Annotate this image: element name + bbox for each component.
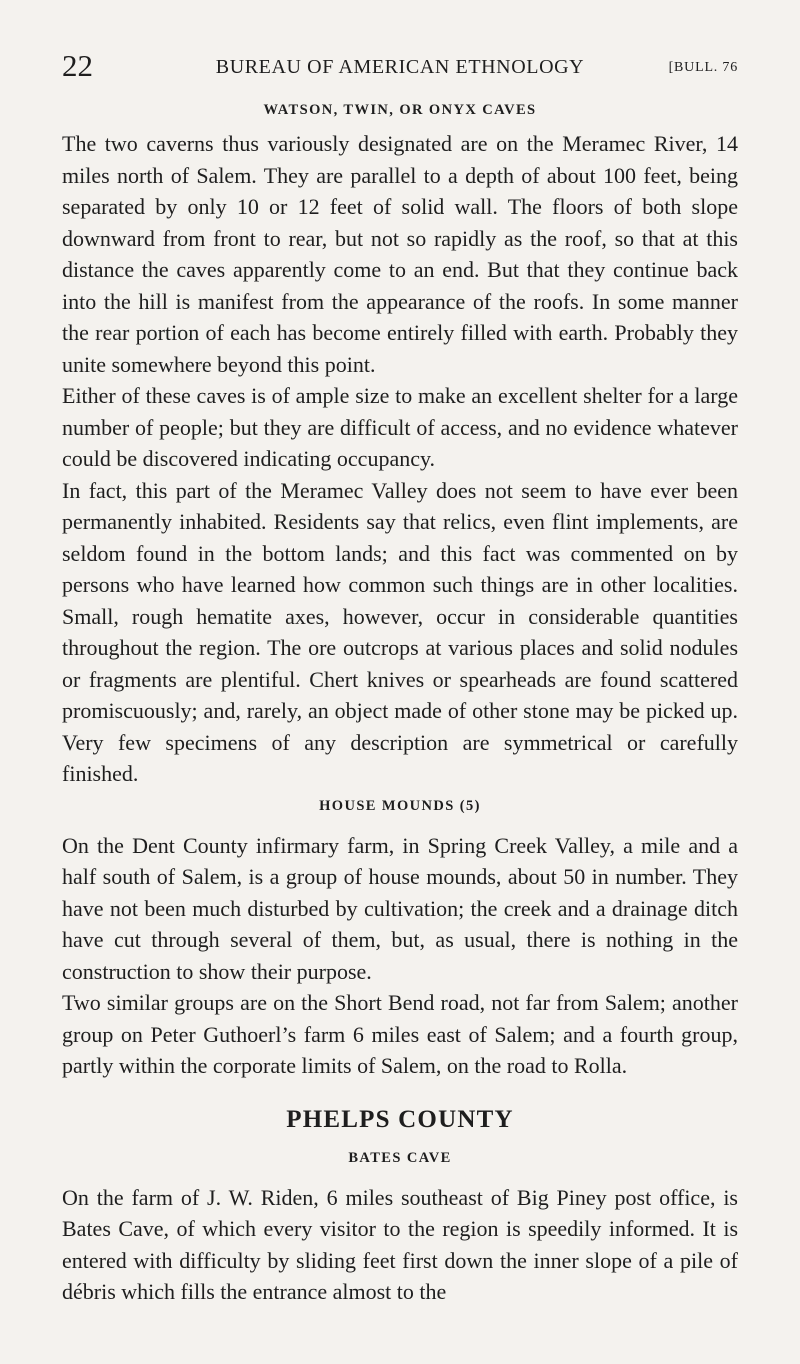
page-body bbox=[62, 98, 738, 1308]
bulletin-number: [BULL. 76 bbox=[668, 60, 738, 75]
section-heading-bates-cave: BATES CAVE bbox=[348, 1149, 452, 1166]
section-heading-caves: WATSON, TWIN, OR ONYX CAVES bbox=[263, 102, 537, 118]
section-heading-house-mounds: HOUSE MOUNDS (5) bbox=[319, 797, 481, 814]
paragraph: In fact, this part of the Meramec Valley does not seem to have ever been permanently inhabited. Residents say that relics, even flint implements, are seldom found in the bottom lands; and this fact was commented on by persons who have learned how common such things are in other localities. Small, rough hematite axes, however, occur in considerable quantities throughout the region. The ore outcrops at various places and solid nodules or fragments are plentiful. Chert knives or spearheads are found scattered promiscuously; and, rarely, an object made of other stone may be picked up. Very few specimens of any description are symmetrical or carefully finished. bbox=[62, 477, 738, 786]
paragraph: Two similar groups are on the Short Bend road, not far from Salem; another group on Peter Guthoerl’s farm 6 miles east of Salem; and a fourth group, partly within the corporate limits of Salem, on the road to Rolla. bbox=[62, 990, 738, 1078]
county-heading: PHELPS COUNTY bbox=[286, 1105, 514, 1133]
page-number: 22 bbox=[62, 48, 93, 83]
paragraph: On the Dent County infirmary farm, in Spring Creek Valley, a mile and a half south of Salem, is a group of house mounds, about 50 in number. They have not been much disturbed by cultivation; the creek and a drainage ditch have cut through several of them, but, as usual, there is nothing in the construction to show their purpose. bbox=[62, 832, 738, 984]
page-header bbox=[62, 48, 738, 84]
paragraph: On the farm of J. W. Riden, 6 miles southeast of Big Piney post office, is Bates Cave, of which every visitor to the region is speedily informed. It is entered with difficulty by sliding feet first down the inner slope of a pile of débris which fills the entrance almost to the bbox=[62, 1184, 738, 1304]
running-head: BUREAU OF AMERICAN ETHNOLOGY bbox=[215, 56, 585, 78]
paragraph: The two caverns thus variously designated are on the Meramec River, 14 miles north of Salem. They are parallel to a depth of about 100 feet, being separated by only 10 or 12 feet of solid wall. The floors of both slope downward from front to rear, but not so rapidly as the roof, so that at this distance the caves apparently come to an end. But that they continue back into the hill is manifest from the appearance of the roofs. In some manner the rear portion of each has become entirely filled with earth. Probably they unite somewhere beyond this point. bbox=[62, 131, 738, 377]
paragraph: Either of these caves is of ample size to make an excellent shelter for a large number of people; but they are difficult of access, and no evidence whatever could be discovered indicating occupancy. bbox=[62, 383, 738, 471]
